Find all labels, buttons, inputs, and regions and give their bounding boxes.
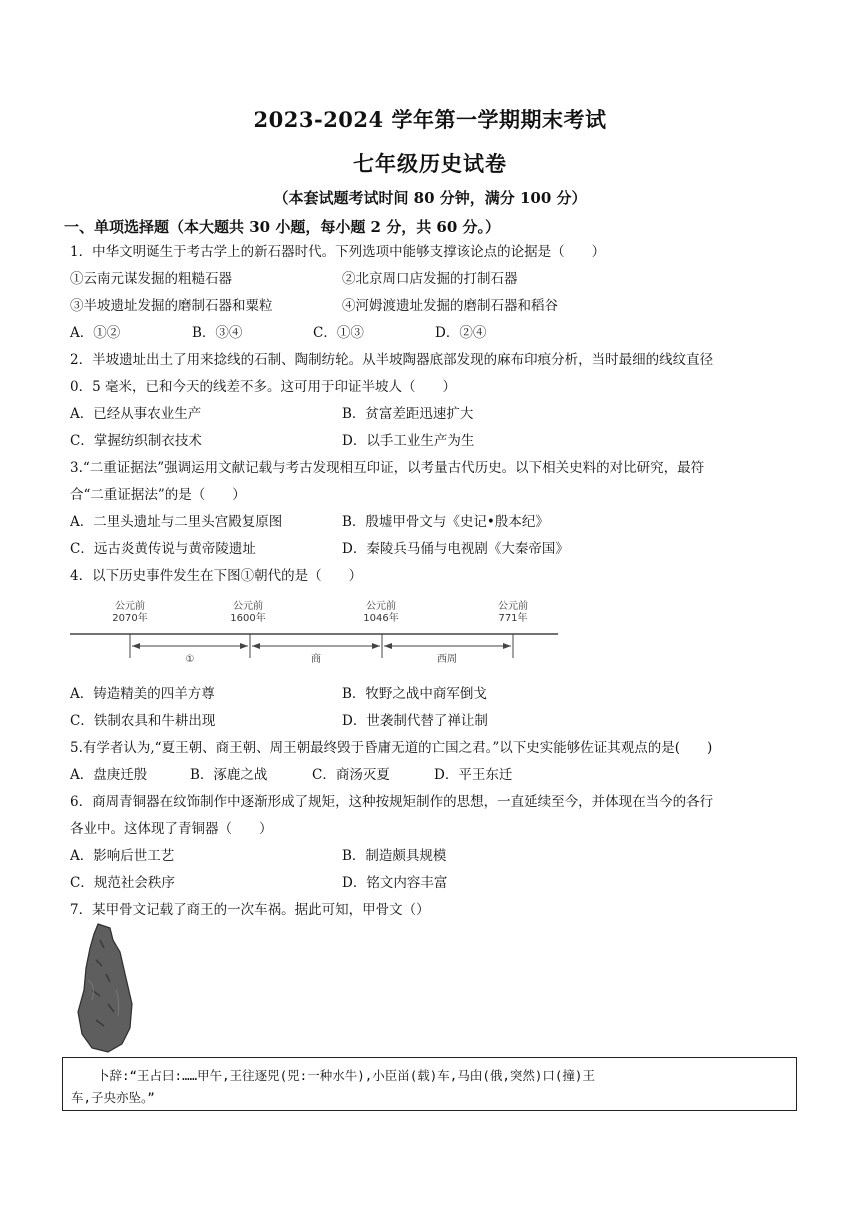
question-2-option-a: A．已经从事农业生产	[70, 406, 202, 422]
question-5-option-a: A．盘庚迁殷	[70, 767, 148, 783]
exam-info: （本套试题考试时间 80 分钟，满分 100 分）	[273, 189, 587, 207]
dynasty-timeline	[70, 598, 570, 670]
question-1-item-3: ③半坡遗址发掘的磨制石器和粟粒	[70, 298, 273, 314]
question-3-option-c: C．远古炎黄传说与黄帝陵遗址	[70, 541, 256, 557]
question-1-option-a: A．①②	[70, 325, 121, 341]
question-6-option-c: C．规范社会秩序	[70, 875, 175, 891]
timeline-date-3-line-2: 1046年	[363, 613, 399, 624]
question-5-option-c: C．商汤灭夏	[312, 767, 390, 783]
question-1-item-4: ④河姆渡遗址发掘的磨制石器和稻谷	[342, 298, 558, 314]
question-1-item-1: ①云南元谋发掘的粗糙石器	[70, 271, 232, 287]
question-6-stem-line-1: 6．商周青铜器在纹饰制作中逐渐形成了规矩，这种按规矩制作的思想，一直延续至今，并体现在当今的各行	[70, 794, 714, 810]
exam-subject-title: 七年级历史试卷	[353, 151, 507, 176]
timeline-date-1-line-2: 2070年	[112, 613, 148, 624]
timeline-date-1-line-1: 公元前	[115, 601, 145, 612]
question-3-option-a: A．二里头遗址与二里头宫殿复原图	[70, 514, 283, 530]
question-2-option-d: D．以手工业生产为生	[342, 433, 475, 449]
question-6-option-a: A．影响后世工艺	[70, 848, 175, 864]
question-2-stem-line-1: 2．半坡遗址出土了用来捻线的石制、陶制纺轮。从半坡陶器底部发现的麻布印痕分析，当时最细的线纹直径	[70, 352, 714, 368]
question-2-option-c: C．掌握纺织制衣技术	[70, 433, 202, 449]
oracle-inscription-line-2: 车,子央亦坠。”	[71, 1090, 155, 1105]
question-6-option-b: B．制造颇具规模	[342, 848, 447, 864]
question-4-option-b: B．牧野之战中商军倒戈	[342, 686, 487, 702]
question-3-option-d: D．秦陵兵马俑与电视剧《大秦帝国》	[342, 541, 569, 557]
timeline-date-4-line-1: 公元前	[498, 601, 528, 612]
timeline-date-3-line-1: 公元前	[366, 601, 396, 612]
section-heading: 一、单项选择题（本大题共 30 小题，每小题 2 分，共 60 分。）	[64, 218, 501, 236]
timeline-date-2-line-2: 1600年	[230, 613, 266, 624]
question-1-option-b: B．③④	[192, 325, 243, 341]
question-7-stem: 7．某甲骨文记载了商王的一次车祸。据此可知，甲骨文（）	[70, 902, 430, 918]
timeline-period-3: 西周	[437, 654, 457, 665]
timeline-date-4-line-2: 771年	[498, 613, 528, 624]
question-6-stem-line-2: 各业中。这体现了青铜器（ ）	[70, 821, 273, 837]
question-1-stem: 1．中华文明诞生于考古学上的新石器时代。下列选项中能够支撑该论点的论据是（ ）	[70, 244, 606, 260]
timeline-period-2: 商	[311, 654, 321, 665]
question-2-option-b: B．贫富差距迅速扩大	[342, 406, 474, 422]
question-4-option-a: A．铸造精美的四羊方尊	[70, 686, 215, 702]
question-3-option-b: B．殷墟甲骨文与《史记•殷本纪》	[342, 514, 549, 530]
question-2-stem-line-2: 0．5 毫米，已和今天的线差不多。这可用于印证半坡人（ ）	[70, 379, 456, 395]
oracle-bone-image	[70, 920, 140, 1055]
oracle-bone-shape	[78, 924, 132, 1052]
question-5-stem: 5.有学者认为,“夏王朝、商王朝、周王朝最终毁于昏庸无道的亡国之君。”以下史实能够佐证其观点的是( )	[70, 740, 713, 756]
question-1-option-c: C．①③	[313, 325, 364, 341]
question-5-option-b: B．涿鹿之战	[190, 767, 268, 783]
question-4-option-c: C．铁制农具和牛耕出现	[70, 713, 216, 729]
question-1-option-d: D．②④	[435, 325, 487, 341]
timeline-date-2-line-1: 公元前	[233, 601, 263, 612]
oracle-inscription-box	[62, 1057, 797, 1111]
timeline-period-1: ①	[185, 654, 195, 665]
oracle-inscription-line-1: 卜辞:“王占曰:……甲午,王往逐兕(兕:一种水牛),小臣畄(载)车,马甶(俄,突然)口(撞)王	[97, 1068, 595, 1083]
question-4-stem: 4．以下历史事件发生在下图①朝代的是（ ）	[70, 568, 363, 584]
exam-title: 2023-2024 学年第一学期期末考试	[253, 107, 607, 132]
question-4-option-d: D．世袭制代替了禅让制	[342, 713, 488, 729]
question-3-stem-line-1: 3.“二重证据法”强调运用文献记载与考古发现相互印证，以考量古代历史。以下相关史料的对比研究，最符	[70, 460, 705, 476]
question-1-item-2: ②北京周口店发掘的打制石器	[342, 271, 518, 287]
question-5-option-d: D．平王东迁	[434, 767, 513, 783]
question-3-stem-line-2: 合“二重证据法”的是（ ）	[70, 487, 246, 503]
question-6-option-d: D．铭文内容丰富	[342, 875, 448, 891]
